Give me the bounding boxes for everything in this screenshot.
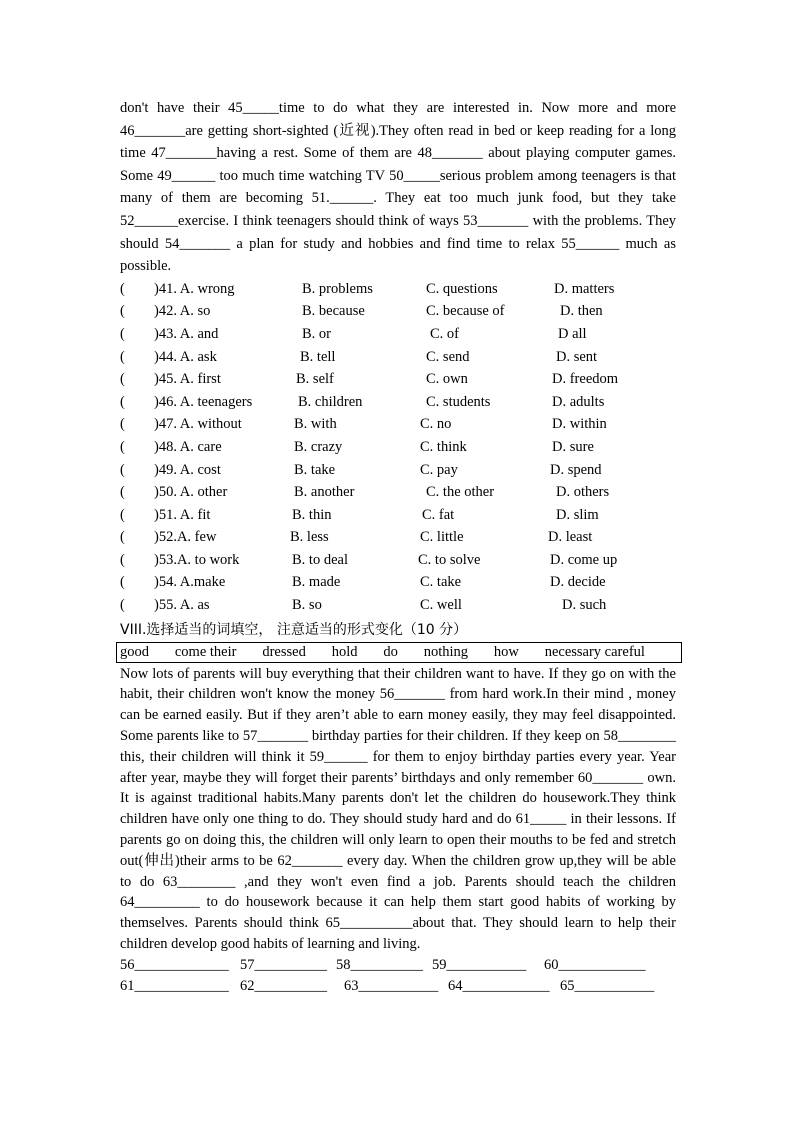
answer-bracket[interactable]: (	[120, 597, 125, 614]
option-a: )47. A. without	[154, 416, 242, 433]
option-d: D. least	[548, 529, 593, 546]
option-d: D. freedom	[552, 371, 619, 388]
word-bank-item: nothing	[423, 643, 468, 660]
answer-bracket[interactable]: (	[120, 484, 125, 501]
option-d: D. adults	[552, 393, 605, 410]
word-bank-item: good	[120, 643, 149, 660]
option-c: C. little	[420, 529, 464, 546]
worksheet-page	[120, 97, 676, 997]
option-b: B. made	[292, 574, 341, 591]
word-bank-item: hold	[331, 643, 358, 660]
answer-blank[interactable]: 57__________	[240, 956, 327, 973]
option-c: C. own	[426, 371, 468, 388]
option-d: D all	[558, 325, 587, 342]
answer-bracket[interactable]: (	[120, 303, 125, 320]
option-c: C. pay	[420, 461, 458, 478]
question-row	[120, 368, 676, 391]
option-d: D. others	[556, 484, 610, 501]
question-row	[120, 481, 676, 504]
answer-blank[interactable]: 65___________	[560, 977, 655, 994]
option-a: )50. A. other	[154, 484, 228, 501]
option-c: C. take	[420, 574, 462, 591]
option-b: B. so	[292, 597, 322, 614]
question-row	[120, 391, 676, 414]
option-d: D. sent	[556, 348, 598, 365]
answer-blank[interactable]: 61_____________	[120, 977, 229, 994]
option-b: B. take	[294, 461, 336, 478]
question-row	[120, 436, 676, 459]
answer-blank[interactable]: 62__________	[240, 977, 327, 994]
answer-blank[interactable]: 58__________	[336, 956, 423, 973]
option-d: D. then	[560, 303, 603, 320]
option-c: C. the other	[426, 484, 495, 501]
question-row	[120, 323, 676, 346]
option-a: )43. A. and	[154, 325, 219, 342]
option-d: D. come up	[550, 551, 618, 568]
question-row	[120, 413, 676, 436]
answer-blank[interactable]: 60____________	[544, 956, 646, 973]
answer-bracket[interactable]: (	[120, 461, 125, 478]
answer-blank[interactable]: 63___________	[344, 977, 439, 994]
option-d: D. matters	[554, 280, 615, 297]
question-row	[120, 346, 676, 369]
option-b: B. less	[290, 529, 329, 546]
section-heading: VIII.选择适当的词填空， 注意适当的形式变化（10 分）	[120, 621, 468, 638]
option-c: C. to solve	[418, 551, 481, 568]
word-bank-item: come their	[174, 643, 237, 660]
option-d: D. slim	[556, 506, 599, 523]
option-b: B. thin	[292, 506, 332, 523]
question-row	[120, 571, 676, 594]
option-a: )51. A. fit	[154, 506, 211, 523]
option-a: )54. A.make	[154, 574, 226, 591]
question-row	[120, 459, 676, 482]
option-c: C. questions	[426, 280, 498, 297]
option-a: )48. A. care	[154, 438, 222, 455]
word-bank-item: necessary careful	[544, 643, 645, 660]
option-a: )42. A. so	[154, 303, 211, 320]
answer-bracket[interactable]: (	[120, 506, 125, 523]
option-a: )49. A. cost	[154, 461, 221, 478]
question-row	[120, 549, 676, 572]
option-a: )45. A. first	[154, 371, 221, 388]
option-d: D. within	[552, 416, 607, 433]
answer-line-row	[120, 976, 676, 997]
option-b: B. another	[294, 484, 355, 501]
option-a: )44. A. ask	[154, 348, 217, 365]
option-b: B. problems	[302, 280, 373, 297]
option-b: B. crazy	[294, 438, 343, 455]
option-a: )53.A. to work	[154, 551, 240, 568]
option-b: B. or	[302, 325, 331, 342]
cloze-passage-two: Now lots of parents will buy everything that their children want to have. If they go on with the habit, their children won't know the money 56_______ from hard work.In their mind , money can be earned easily. But if they aren’t able to earn money easily, they may feel disappointed. Some parents like to 57_______ birthday parties for their children. If they keep on 58________ this, their children will think it 59______ for them to enjoy birthday parties every year. Year after year, maybe they will forget their parents’ birthdays and only remember 60_______ own. It is against traditional habits.Many parents don't let the children do housework.They think children have only one thing to do. They should study hard and do 61_____ in their lessons. If parents go on doing this, the children will only learn to open their mouths to be fed and stretch out(伸出)their arms to be 62_______ every day. When the children grow up,they will be able to do 63________ ,and they won't even find a job. Parents should teach the children 64_________ to do housework because it can help them start good habits of working by themselves. Parents should think 65__________about that. They should learn to help their children develop good habits of learning and living.	[120, 665, 676, 953]
option-c: C. students	[426, 393, 491, 410]
question-row	[120, 594, 676, 617]
option-d: D. spend	[550, 461, 602, 478]
option-b: B. tell	[300, 348, 336, 365]
question-row	[120, 504, 676, 527]
option-a: )52.A. few	[154, 529, 217, 546]
answer-bracket[interactable]: (	[120, 416, 125, 433]
option-b: B. to deal	[292, 551, 348, 568]
answer-blank[interactable]: 64____________	[448, 977, 550, 994]
option-c: C. fat	[422, 506, 455, 523]
option-d: D. sure	[552, 438, 594, 455]
answer-line-row	[120, 955, 676, 976]
question-row	[120, 278, 676, 301]
word-bank-item: how	[493, 643, 519, 660]
answer-bracket[interactable]: (	[120, 529, 125, 546]
option-b: B. children	[298, 393, 363, 410]
option-c: C. because of	[426, 303, 505, 320]
answer-blank[interactable]: 56_____________	[120, 956, 229, 973]
option-b: B. with	[294, 416, 337, 433]
answer-bracket[interactable]: (	[120, 371, 125, 388]
answer-bracket[interactable]: (	[120, 574, 125, 591]
option-d: D. such	[562, 597, 607, 614]
answer-bracket[interactable]: (	[120, 280, 125, 297]
option-c: C. well	[420, 597, 462, 614]
cloze-passage-one: don't have their 45_____time to do what they are interested in. Now more and more 46_______are getting short-sighted (近视).They often read in bed or keep reading for a long time 47_______having a rest. Some of them are 48_______ about playing computer games. Some 49______ too much time watching TV 50_____serious problem among teenagers is that many of them are becoming 51.______. They eat too much junk food, but they take 52______exercise. I think teenagers should think of ways 53_______ with the problems. They should 54_______ a plan for study and hobbies and find time to relax 55______ much as possible.	[120, 100, 676, 275]
answer-bracket[interactable]: (	[120, 325, 125, 342]
option-c: C. no	[420, 416, 452, 433]
option-c: C. send	[426, 348, 470, 365]
question-row	[120, 526, 676, 549]
option-a: )46. A. teenagers	[154, 393, 253, 410]
option-c: C. think	[420, 438, 467, 455]
option-d: D. decide	[550, 574, 606, 591]
option-a: )41. A. wrong	[154, 280, 235, 297]
option-c: C. of	[430, 325, 459, 342]
question-options-list	[120, 278, 676, 617]
option-a: )55. A. as	[154, 597, 210, 614]
word-bank-item: dressed	[262, 643, 306, 660]
word-bank-box	[116, 642, 682, 663]
option-b: B. because	[302, 303, 365, 320]
question-row	[120, 300, 676, 323]
answer-bracket[interactable]: (	[120, 551, 125, 568]
word-bank-item: do	[383, 643, 398, 660]
answer-bracket[interactable]: (	[120, 438, 125, 455]
option-b: B. self	[296, 371, 334, 388]
answer-blank[interactable]: 59___________	[432, 956, 527, 973]
answer-bracket[interactable]: (	[120, 393, 125, 410]
answer-bracket[interactable]: (	[120, 348, 125, 365]
